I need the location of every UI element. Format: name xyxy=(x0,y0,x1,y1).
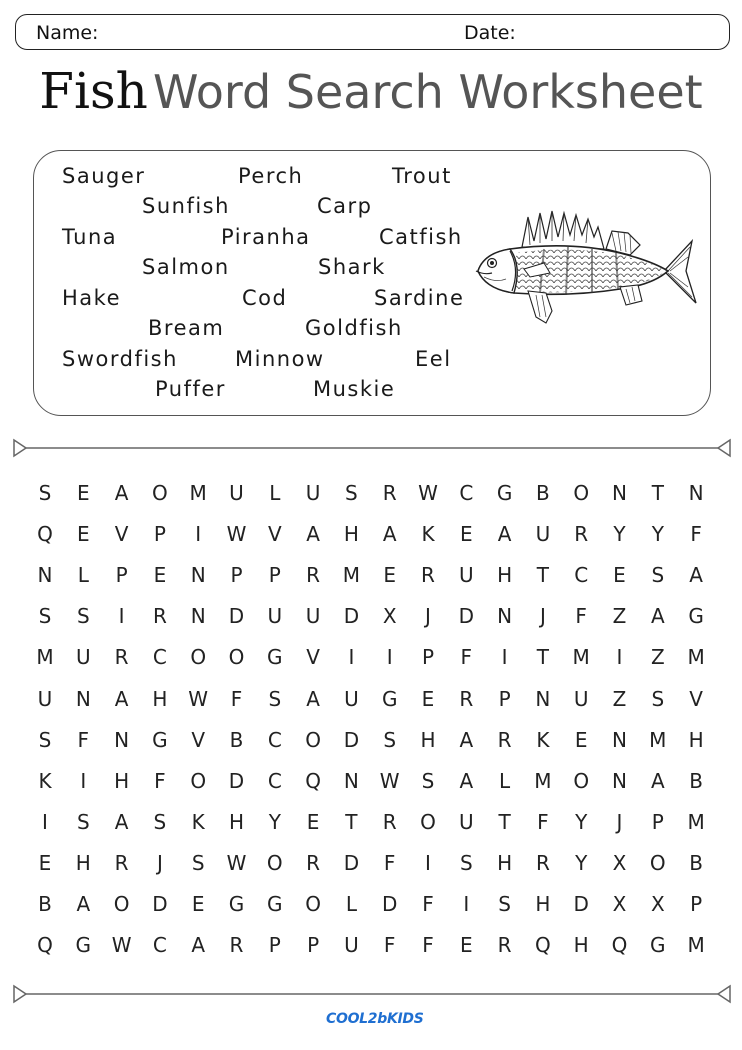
grid-letter: C xyxy=(152,645,167,670)
word-list-item: Carp xyxy=(317,194,373,218)
grid-letter: I xyxy=(42,809,48,834)
grid-letter: P xyxy=(498,686,511,711)
grid-letter: P xyxy=(421,645,435,670)
grid-letter: F xyxy=(460,645,473,670)
word-list-item: Goldfish xyxy=(305,316,403,340)
grid-letter: E xyxy=(306,809,320,834)
grid-letter: R xyxy=(497,933,512,958)
grid-letter: O xyxy=(420,809,436,834)
grid-letter: G xyxy=(267,892,283,916)
word-list-item: Catfish xyxy=(379,225,463,249)
grid-letter: W xyxy=(418,481,438,505)
grid-letter: Y xyxy=(651,522,664,547)
grid-letter: F xyxy=(575,604,587,629)
grid-letter: Q xyxy=(535,933,551,958)
grid-letter: T xyxy=(345,809,358,834)
word-list-item: Tuna xyxy=(62,225,118,249)
grid-letter: M xyxy=(649,727,667,752)
word-list-item: Perch xyxy=(238,164,304,188)
grid-letter: I xyxy=(425,850,431,875)
grid-letter: H xyxy=(497,850,513,875)
grid-letter: B xyxy=(689,850,703,875)
grid-letter: G xyxy=(688,604,704,629)
grid-letter: N xyxy=(190,563,206,588)
grid-letter: X xyxy=(382,604,397,629)
grid-letter: G xyxy=(228,892,245,916)
grid-letter: Q xyxy=(37,522,53,547)
word-list-item: Hake xyxy=(62,286,121,310)
grid-letter: Q xyxy=(305,768,321,793)
grid-letter: E xyxy=(459,933,473,958)
grid-letter: A xyxy=(382,522,397,547)
grid-letter: P xyxy=(651,809,664,834)
grid-letter: O xyxy=(152,481,168,505)
grid-letter: A xyxy=(459,727,474,752)
grid-letter: R xyxy=(152,604,167,629)
grid-letter: G xyxy=(75,933,92,958)
grid-letter: S xyxy=(345,481,358,505)
grid-letter: A xyxy=(114,481,129,505)
grid-letter: D xyxy=(152,892,168,916)
grid-letter: P xyxy=(153,522,166,547)
word-list-item: Eel xyxy=(415,347,452,371)
grid-letter: S xyxy=(651,563,665,588)
grid-letter: K xyxy=(38,768,52,793)
grid-letter: E xyxy=(38,850,52,875)
grid-letter: H xyxy=(114,768,130,793)
grid-letter: U xyxy=(344,686,359,711)
perch-fish-illustration xyxy=(470,205,702,330)
grid-letter: I xyxy=(463,892,470,916)
grid-letter: K xyxy=(191,809,205,834)
grid-letter: U xyxy=(305,604,321,629)
grid-letter: R xyxy=(306,563,321,588)
name-label: Name: xyxy=(36,22,99,44)
grid-letter: N xyxy=(612,481,627,505)
grid-letter: R xyxy=(306,850,321,875)
grid-letter: N xyxy=(37,563,53,588)
grid-letter: M xyxy=(534,768,552,793)
grid-letter: I xyxy=(118,604,125,629)
grid-letter: N xyxy=(75,686,91,711)
grid-letter: H xyxy=(497,563,513,588)
grid-letter: D xyxy=(228,604,245,629)
grid-letter: D xyxy=(573,892,589,916)
grid-letter: U xyxy=(535,522,551,547)
grid-letter: M xyxy=(36,645,54,670)
grid-letter: A xyxy=(650,604,665,629)
grid-letter: O xyxy=(190,645,207,670)
grid-letter: D xyxy=(381,892,398,916)
grid-letter: L xyxy=(77,563,89,588)
grid-letter: X xyxy=(612,892,627,916)
grid-letter: E xyxy=(153,563,167,588)
grid-letter: U xyxy=(344,933,359,958)
grid-letter: M xyxy=(687,809,705,834)
grid-letter: N xyxy=(114,727,130,752)
grid-letter: O xyxy=(649,850,666,875)
grid-letter: W xyxy=(111,933,132,958)
grid-letter: R xyxy=(535,850,550,875)
grid-letter: O xyxy=(573,481,590,505)
grid-letter: Q xyxy=(611,933,628,958)
grid-letter: K xyxy=(421,522,435,547)
grid-letter: C xyxy=(459,481,474,505)
grid-letter: E xyxy=(421,686,435,711)
grid-letter: M xyxy=(687,645,705,670)
grid-letter: L xyxy=(499,768,511,793)
grid-letter: G xyxy=(381,686,398,711)
grid-letter: P xyxy=(307,933,320,958)
grid-letter: B xyxy=(38,892,52,916)
grid-letter: R xyxy=(382,809,397,834)
grid-letter: W xyxy=(226,850,247,875)
grid-letter: F xyxy=(383,850,396,875)
grid-letter: H xyxy=(688,727,704,752)
word-list-item: Salmon xyxy=(142,255,230,279)
page-title xyxy=(0,62,742,120)
grid-letter: B xyxy=(689,768,703,793)
grid-letter: V xyxy=(267,522,282,547)
word-list-item: Trout xyxy=(392,164,452,188)
grid-letter: X xyxy=(650,892,665,916)
grid-letter: H xyxy=(343,522,359,547)
grid-letter: P xyxy=(230,563,243,588)
grid-letter: J xyxy=(616,809,623,834)
grid-letter: S xyxy=(38,727,52,752)
grid-letter: E xyxy=(383,563,396,588)
grid-letter: X xyxy=(612,850,627,875)
word-list-item: Sardine xyxy=(374,286,465,310)
grid-letter: V xyxy=(114,522,129,547)
grid-letter: O xyxy=(305,727,321,752)
title-fish: Fish xyxy=(39,62,148,120)
grid-letter: R xyxy=(229,933,244,958)
grid-letter: H xyxy=(75,850,91,875)
grid-letter: E xyxy=(76,522,90,547)
grid-letter: D xyxy=(343,604,360,629)
grid-letter: A xyxy=(459,768,474,793)
cool2bkids-logo: COOL2bKIDS xyxy=(326,1011,424,1027)
grid-letter: G xyxy=(267,645,283,670)
word-list-item: Sunfish xyxy=(142,194,230,218)
grid-letter: P xyxy=(268,563,281,588)
grid-letter: S xyxy=(459,850,473,875)
grid-letter: A xyxy=(306,686,320,711)
grid-letter: R xyxy=(574,522,589,547)
grid-letter: N xyxy=(535,686,551,711)
grid-letter: S xyxy=(268,686,282,711)
grid-letter: N xyxy=(343,768,359,793)
grid-letter: Z xyxy=(612,604,627,629)
grid-letter: N xyxy=(612,768,627,793)
grid-letter: Y xyxy=(268,809,281,834)
word-list-item: Muskie xyxy=(313,377,396,401)
grid-letter: U xyxy=(229,481,244,505)
grid-letter: V xyxy=(191,727,206,752)
grid-letter: N xyxy=(190,604,206,629)
grid-letter: G xyxy=(152,727,168,752)
grid-letter: U xyxy=(75,645,91,670)
grid-letter: S xyxy=(153,809,167,834)
grid-letter: Z xyxy=(650,645,665,670)
grid-letter: N xyxy=(612,727,627,752)
grid-letter: K xyxy=(536,727,550,752)
grid-letter: C xyxy=(267,768,282,793)
grid-letter: N xyxy=(688,481,704,505)
grid-letter: M xyxy=(189,481,207,505)
grid-letter: F xyxy=(690,522,702,547)
grid-letter: R xyxy=(497,727,512,752)
grid-letter: M xyxy=(342,563,361,588)
grid-letter: D xyxy=(228,768,245,793)
grid-letter: D xyxy=(343,850,360,875)
top-divider xyxy=(12,438,732,458)
grid-letter: C xyxy=(267,727,282,752)
grid-letter: A xyxy=(306,522,320,547)
grid-letter: D xyxy=(458,604,474,629)
grid-letter: G xyxy=(496,481,513,505)
word-list-item: Minnow xyxy=(235,347,325,371)
grid-letter: A xyxy=(497,522,512,547)
grid-letter: A xyxy=(191,933,206,958)
grid-letter: D xyxy=(343,727,360,752)
word-list-item: Cod xyxy=(242,286,288,310)
word-list-item: Bream xyxy=(148,316,225,340)
grid-letter: Y xyxy=(575,809,588,834)
grid-letter: G xyxy=(650,933,666,958)
word-list-item: Puffer xyxy=(155,377,226,401)
grid-letter: U xyxy=(458,563,474,588)
grid-letter: R xyxy=(382,481,397,505)
grid-letter: W xyxy=(188,686,209,711)
grid-letter: A xyxy=(114,809,129,834)
grid-letter: U xyxy=(37,686,53,711)
grid-letter: S xyxy=(76,809,90,834)
grid-letter: F xyxy=(154,768,166,793)
grid-letter: S xyxy=(38,604,52,629)
date-label: Date: xyxy=(464,22,516,44)
bottom-divider xyxy=(12,984,732,1004)
grid-letter: R xyxy=(459,686,474,711)
grid-letter: R xyxy=(421,563,435,588)
grid-letter: E xyxy=(191,892,205,916)
grid-letter: H xyxy=(228,809,245,834)
word-list-item: Sauger xyxy=(62,164,146,188)
grid-letter: L xyxy=(345,892,357,916)
grid-letter: Q xyxy=(37,933,53,958)
grid-letter: S xyxy=(38,481,52,505)
grid-letter: I xyxy=(195,522,202,547)
grid-letter: J xyxy=(156,850,163,875)
grid-letter: S xyxy=(191,850,205,875)
grid-letter: O xyxy=(266,850,283,875)
grid-letter: F xyxy=(537,809,549,834)
grid-letter: J xyxy=(539,604,546,629)
grid-letter: I xyxy=(501,645,508,670)
grid-letter: V xyxy=(306,645,320,670)
grid-letter: E xyxy=(574,727,588,752)
grid-letter: B xyxy=(536,481,550,505)
grid-letter: N xyxy=(497,604,513,629)
grid-letter: C xyxy=(574,563,589,588)
grid-letter: M xyxy=(572,645,590,670)
grid-letter: T xyxy=(651,481,664,505)
grid-letter: F xyxy=(422,892,434,916)
grid-letter: T xyxy=(498,809,511,834)
grid-letter: H xyxy=(573,933,589,958)
grid-letter: S xyxy=(498,892,511,916)
grid-letter: A xyxy=(689,563,703,588)
grid-letter: Z xyxy=(612,686,627,711)
grid-letter: B xyxy=(229,727,244,752)
grid-letter: L xyxy=(269,481,281,505)
grid-letter: I xyxy=(80,768,87,793)
grid-letter: O xyxy=(573,768,590,793)
grid-letter: Y xyxy=(575,850,588,875)
grid-letter: P xyxy=(690,892,703,916)
grid-letter: M xyxy=(687,933,705,958)
grid-letter: I xyxy=(616,645,623,670)
grid-letter: T xyxy=(536,563,549,588)
grid-letter: U xyxy=(305,481,321,505)
grid-letter: V xyxy=(689,686,703,711)
grid-letter: W xyxy=(379,768,400,793)
grid-letter: R xyxy=(114,645,129,670)
word-list-item: Piranha xyxy=(221,225,311,249)
grid-letter: A xyxy=(650,768,665,793)
grid-letter: S xyxy=(421,768,435,793)
grid-letter: E xyxy=(613,563,626,588)
grid-letter: R xyxy=(114,850,129,875)
grid-letter: F xyxy=(230,686,243,711)
grid-letter: S xyxy=(76,604,90,629)
grid-letter: A xyxy=(76,892,91,916)
grid-letter: O xyxy=(113,892,130,916)
name-date-header xyxy=(15,14,730,50)
grid-letter: A xyxy=(114,686,129,711)
grid-letter: P xyxy=(268,933,281,958)
grid-letter: F xyxy=(422,933,434,958)
grid-letter: C xyxy=(152,933,167,958)
grid-letter: H xyxy=(152,686,168,711)
grid-letter: S xyxy=(651,686,665,711)
grid-letter: W xyxy=(226,522,247,547)
grid-letter: H xyxy=(420,727,436,752)
grid-letter: H xyxy=(535,892,551,916)
title-rest: Word Search Worksheet xyxy=(152,65,703,119)
grid-letter: Y xyxy=(613,522,626,547)
word-list-item: Swordfish xyxy=(62,347,178,371)
grid-letter: O xyxy=(190,768,207,793)
grid-letter: P xyxy=(115,563,128,588)
grid-letter: I xyxy=(348,645,355,670)
grid-letter: U xyxy=(267,604,283,629)
grid-letter: U xyxy=(573,686,589,711)
grid-letter: S xyxy=(383,727,397,752)
grid-letter: O xyxy=(305,892,321,916)
grid-letter: T xyxy=(536,645,549,670)
grid-letter: J xyxy=(425,604,431,629)
grid-letter: I xyxy=(386,645,393,670)
grid-letter: U xyxy=(458,809,474,834)
grid-letter: F xyxy=(77,727,90,752)
grid-letter: O xyxy=(228,645,245,670)
grid-letter: F xyxy=(383,933,396,958)
word-list-item: Shark xyxy=(318,255,386,279)
grid-letter: E xyxy=(76,481,90,505)
grid-letter: E xyxy=(459,522,473,547)
